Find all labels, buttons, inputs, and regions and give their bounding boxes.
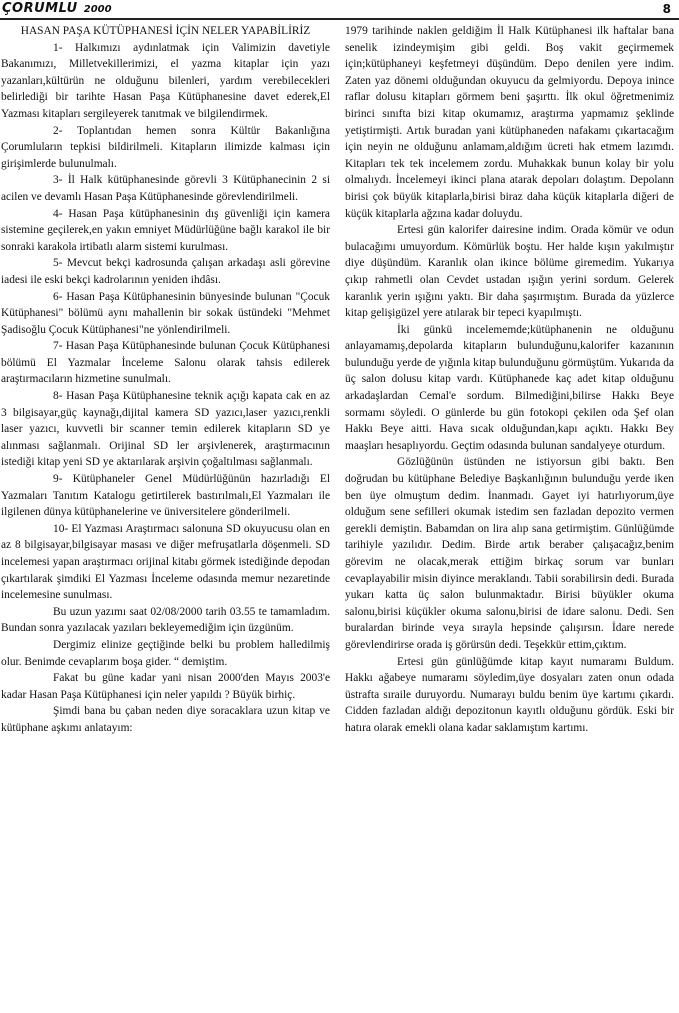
page-number: 8: [662, 2, 671, 16]
paragraph: 7- Hasan Paşa Kütüphanesinde bulunan Çocuk Kütüphanesi bölümü El Yazmalar İnceleme Salonu olarak tahsis edilerek araştırmacıların hizmetine sunulmalı.: [1, 340, 330, 386]
paragraph: 1- Halkımızı aydınlatmak için Valimizin davetiyle Bakanımızı, Milletvekillerimizi, el yazma kitaplar için yazı yazanları,kültürün ne olduğunu bilenleri, yardım verebilecekleri belirlediği bir tarihte Hasan Paşa Kütüphanesine davet ederek,El Yazması kitapları sergileyerek tanıtmak ve bilgilendirmek.: [1, 41, 330, 120]
right-column: [345, 23, 674, 737]
paragraph: Bu uzun yazımı saat 02/08/2000 tarih 03.55 te tamamladım. Bundan sonra yazılacak yazıları bekleyemediğim için üzgünüm.: [1, 605, 330, 635]
paragraph: 10- El Yazması Araştırmacı salonuna SD okuyucusu olan en az 8 bilgisayar,bilgisayar masası ve diğer mefruşatlarla döşenmeli. SD incelemesi yapan araştırmacı orijinal kitabı görmek istediğinde depodan çıkartılarak şimdiki El Yazması İnceleme odasında memur nezaretinde incelemesine sunulması.: [1, 522, 330, 602]
paragraph: Gözlüğünün üstünden ne istiyorsun gibi baktı. Ben doğrudan bu kütüphane Belediye Başkanlığının bulunduğu yerde iken ben üye olmuştum dedim. İnanmadı. Gayet iyi hatırlıyorum,üye olduğum sene sefilleri okumak istedim sen fazladan depozito vermen gerekli demiştin. Babamdan on lira alıp sana getirmiştim. Günlüğümde tarihiyle yazılıdır. Dedim. Birde artık beraber çalışacağız,benim görevim ne olacak,merak ettiğim birkaç sorum var bunları cevaplayabilir misin diyince meraklandı. Tabii sorabilirsin dedi. Burada yukarı katta üç salon bulunmaktadır. Birisi büyükler okuma salonu,birisi küçükler okuma salonu,birisi de idare salonu. Dedi. Sen buralardan birinde veya sırayla hepsinde çalışırsın. İdare nerede görevlendirirse orada iş görürsün dedi. Teşekkür ettim,çıktım.: [345, 456, 674, 651]
left-column: [1, 23, 330, 737]
masthead: [2, 1, 112, 16]
paragraph: 4- Hasan Paşa kütüphanesinin dış güvenliği için kamera sistemine geçilerek,en yakın emniyet Müdürlüğüne bağlı karakol ile bir sonraki karakola irtibatlı alarm sistemi kurulması.: [1, 207, 330, 253]
paragraph: 2- Toplantıdan hemen sonra Kültür Bakanlığına Çorumluların tepkisi bildirilmeli. Kitapların ilimizde kalması için girişimlerde bulunulmalı.: [1, 124, 330, 170]
paragraph: Fakat bu güne kadar yani nisan 2000'den Mayıs 2003'e kadar Hasan Paşa Kütüphanesi için neler yapıldı ? Büyük birhiç.: [1, 672, 330, 701]
paragraph: İki günkü incelememde;kütüphanenin ne olduğunu anlayamamış,depolarda kitapların bulunduğunu,kalorifer kazanının bulunduğu yerde de yığınla kitap bulunduğunu görmüştüm. Yukarıda da üç salon dolusu kitap vardı. Kütüphanede kaç adet kitap olduğunu arkadaşlardan Cemal'e sordum. Bilmediğini,bilirse Hakkı Beye sormamı söyledi. O günlerde bu gün fotokopi çekilen oda Şef olan Hakkı Beye aitti. Hava sıcak olduğundan,kapı açıktı. Hakkı Bey maaşları hesaplıyordu. Geçtim odasında bulunan sandalyeye oturdum.: [345, 323, 674, 452]
paragraph: 6- Hasan Paşa Kütüphanesinin bünyesinde bulunan "Çocuk Kütüphanesi" bölümü aynı mahallenin bir sokak üstündeki "Mehmet Şadisoğlu Çocuk Kütüphanesi"ne yönlendirilmeli.: [1, 290, 330, 336]
header-rule: [0, 18, 679, 20]
paragraph: 8- Hasan Paşa Kütüphanesine teknik açığı kapata cak en az 3 bilgisayar,güç kaynağı,dijital kamera SD yazıcı,laser yazıcı,renkli laser yazıcı, kuvvetli bir scanner temin edilerek kitapların SD ye alınması sağlanmalı. Orijinal SD ler arşivlenerek, araştırmacının istediği kitap yeni SD ye aktarılarak arşivin çoğaltılması sağlanmalı.: [1, 390, 330, 469]
masthead-year: 2000: [83, 4, 112, 15]
masthead-title: ÇORUMLU: [2, 1, 78, 16]
paragraph: Ertesi gün günlüğümde kitap kayıt numaramı Buldum. Hakkı ağabeye numaramı söyledim,üye dosyaları zaten onun odada üstrafta sıraile duruyordu. Numarayı buldu benim üye kartımı çıkardı. Cidden fazladan aldığı depozitonun kayıtlı olduğunu gördük. Eski bir hatıra olarak emekli olana kadar saklamıştım kartımı.: [345, 655, 674, 734]
paragraph: 5- Mevcut bekçi kadrosunda çalışan arkadaşı asli görevine iadesi ile eski bekçi kadrolarının yeniden ihdâsı.: [1, 257, 330, 286]
paragraph: 3- İl Halk kütüphanesinde görevli 3 Kütüphanecinin 2 si acilen ve devamlı Hasan Paşa Kütüphanesinde görevlendirilmeli.: [1, 174, 330, 203]
paragraph: Ertesi gün kalorifer dairesine indim. Orada kömür ve odun bulacağımı umuyordum. Kömürlük boştu. Her halde kışın yakılmıştır diye düşündüm. Karanlık olan ikince bölüme giremedim. Yukarıya çıkıp rahmetli olan Cevdet ustadan ışığın yerini sordum. Gelerek karanlık yerin ışığını yaktı. Bir daha şaşırmıştım. Burada da yüzlerce kitap gelişigüzel yere atılarak bir tepeci kyapılmıştı.: [345, 224, 674, 320]
paragraph: Şimdi bana bu çaban neden diye soracaklara uzun kitap ve kütüphane aşkımı anlatayım:: [1, 705, 330, 734]
page-header: [0, 0, 679, 20]
article-title: HASAN PAŞA KÜTÜPHANESİ İÇİN NELER YAPABİLİRİZ: [20, 25, 311, 37]
paragraph: 9- Kütüphaneler Genel Müdürlüğünün hazırladığı El Yazmaları Tanıtım Katalogu getirtilerek bastırılmalı,El Yazmaları ile ilgilenen dünya kütüphanelerine ve üniversitelere gönderilmeli.: [1, 473, 330, 519]
paragraph: 1979 tarihinde naklen geldiğim İl Halk Kütüphanesi ilk haftalar bana senelik izindeymişim gibi geldi. Boş vakit geçirmemek için;kütüphaneyi keşfetmeyi düşündüm. Depo denilen yere indim. Zaten yaz dönemi olduğundan okuyucu da gelmiyordu. Depoya inince raflar dolusu kitapları görmem beni şaşırttı. İlk okul öğretmenimiz birinci sınıfta bizi kitap okumamız, araştırma yapmamız şeklinde yetiştirmişti. Artık buradan yani kütüphaneden nafakamı çıkartacağım için neyin ne olduğunu anlamam,aldığım ücreti hak etmem lazımdı. Kitapları tek tek incelemem zordu. Muhakkak bunun kolay bir yolu olmalıydı. İncelemeyi ikinci plana atarak depoları dolaştım. Depolann birisi çok büyük kitaplarla,birisi biraz daha küçük kitaplarla diğeri de küçük kitaplarla ağzına kadar doluydu.: [345, 25, 674, 220]
paragraph: Dergimiz elinize geçtiğinde belki bu problem halledilmiş olur. Benimde cevaplarım boşa gider. “ demiştim.: [1, 638, 330, 668]
